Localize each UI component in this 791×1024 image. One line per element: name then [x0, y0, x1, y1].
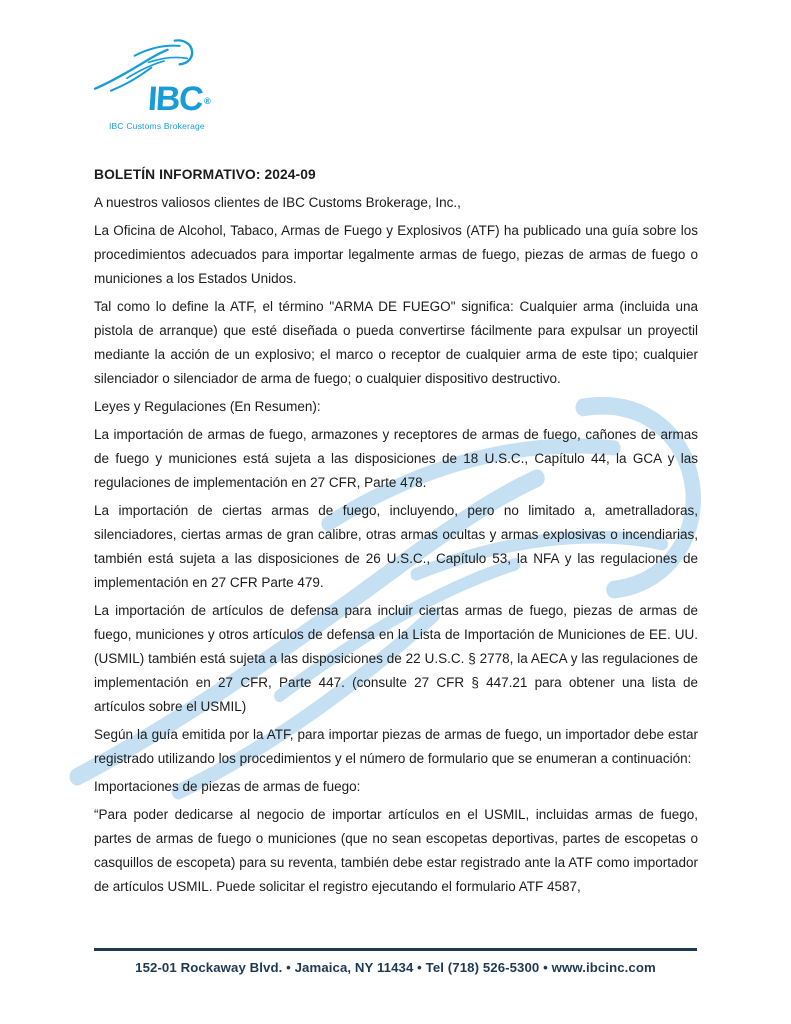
paragraph-atf-guide: La Oficina de Alcohol, Tabaco, Armas de Fuego y Explosivos (ATF) ha publicado una guía sobre los procedimientos adecuados para importar legalmente armas de fuego, piezas de armas de fuego o municiones a los Estados Unidos. — [94, 223, 698, 286]
logo-wordmark — [148, 82, 209, 123]
paragraph-gca-rule: La importación de armas de fuego, armazones y receptores de armas de fuego, cañones de armas de fuego y municiones está sujeta a las disposiciones de 18 U.S.C., Capítulo 44, la GCA y las regulaciones de implementación en 27 CFR, Parte 478. — [94, 427, 698, 490]
company-logo — [93, 36, 283, 136]
logo-text: IBC — [146, 80, 204, 118]
footer-contact-line: 152-01 Rockaway Blvd. • Jamaica, NY 11434 • Tel (718) 526-5300 • www.ibcinc.com — [135, 960, 656, 975]
paragraph-nfa-rule: La importación de ciertas armas de fuego, incluyendo, pero no limitado a, ametralladoras, silenciadores, ciertas armas de gran calibre, otras armas ocultas y armas explosivas o incendiarias, también está sujeta a las disposiciones de 26 U.S.C., Capítulo 53, la NFA y las regulaciones de implementación en 27 CFR Parte 479. — [94, 503, 698, 590]
bulletin-body — [94, 163, 698, 903]
registered-trademark-symbol: ® — [204, 96, 211, 106]
footer-divider — [94, 948, 697, 951]
paragraph-parts-imports-heading: Importaciones de piezas de armas de fuego: — [94, 779, 361, 794]
paragraph-registration-intro: Según la guía emitida por la ATF, para importar piezas de armas de fuego, un importador debe estar registrado utilizando los procedimientos y el número de formulario que se enumeran a continuación: — [94, 727, 698, 766]
paragraph-registration-quote: “Para poder dedicarse al negocio de importar artículos en el USMIL, incluidas armas de fuego, partes de armas de fuego o municiones (que no sean escopetas deportivas, partes de escopetas o casquillos de escopeta) para su reventa, también debe estar registrado ante la ATF como importador de artículos USMIL. Puede solicitar el registro ejecutando el formulario ATF 4587, — [94, 807, 698, 894]
logo-tagline: IBC Customs Brokerage — [109, 121, 205, 131]
paragraph-salutation: A nuestros valiosos clientes de IBC Customs Brokerage, Inc., — [94, 195, 461, 210]
bulletin-title: BOLETÍN INFORMATIVO: 2024-09 — [94, 167, 316, 182]
paragraph-laws-heading: Leyes y Regulaciones (En Resumen): — [94, 399, 321, 414]
paragraph-firearm-definition: Tal como lo define la ATF, el término "ARMA DE FUEGO" significa: Cualquier arma (incluida una pistola de arranque) que esté diseñada o pueda convertirse fácilmente para expulsar un proyectil mediante la acción de un explosivo; el marco o receptor de cualquier arma de este tipo; cualquier silenciador o silenciador de arma de fuego; o cualquier dispositivo destructivo. — [94, 299, 698, 386]
paragraph-usmil-rule: La importación de artículos de defensa para incluir ciertas armas de fuego, piezas de armas de fuego, municiones y otros artículos de defensa en la Lista de Importación de Municiones de EE. UU. (USMIL) también está sujeta a las disposiciones de 22 U.S.C. § 2778, la AECA y las regulaciones de implementación en 27 CFR, Parte 447. (consulte 27 CFR § 447.21 para obtener una lista de artículos sobre el USMIL) — [94, 603, 698, 714]
page-footer — [94, 948, 697, 975]
